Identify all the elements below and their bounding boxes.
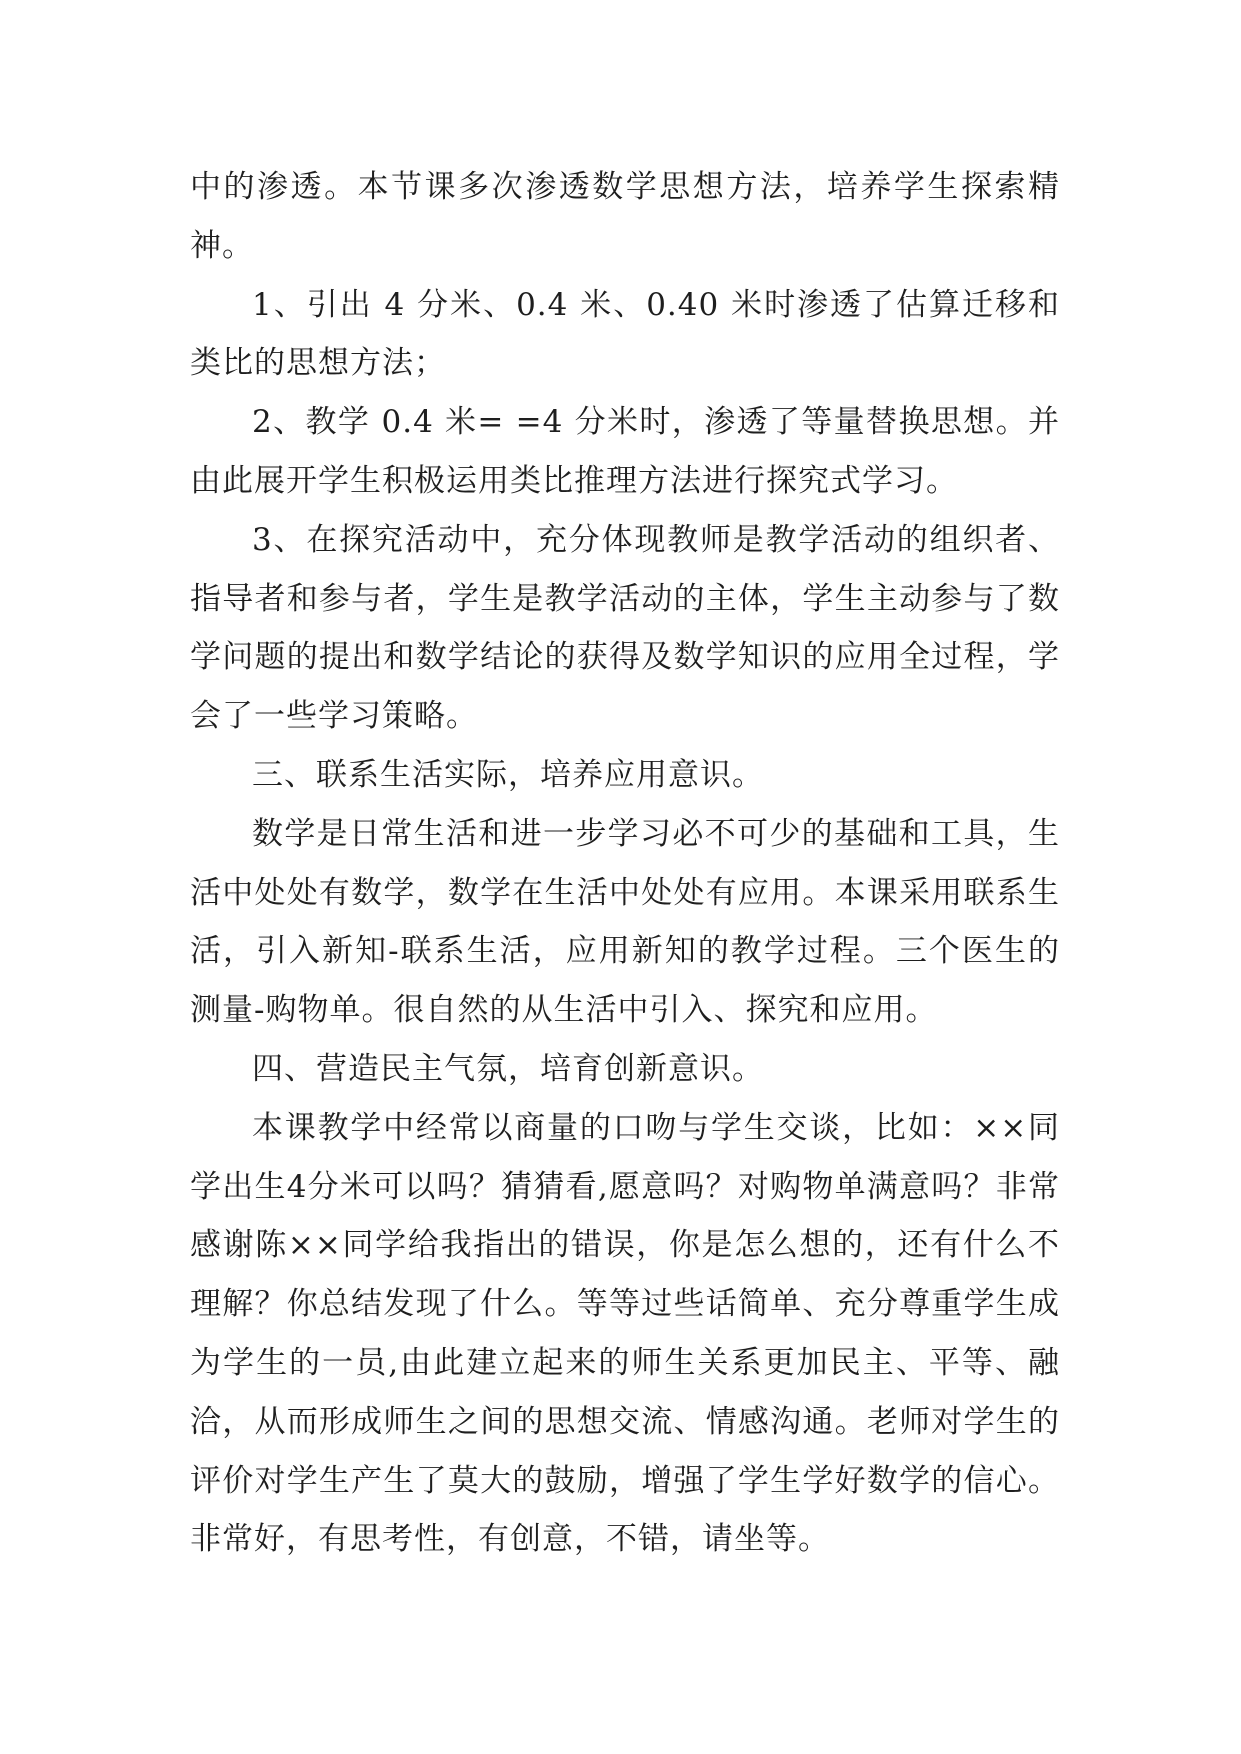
section-heading-3: 三、联系生活实际，培养应用意识。 bbox=[252, 756, 764, 793]
paragraph-point-2: 2、教学 0.4 米= =4 分米时，渗透了等量替换思想。并由此展开学生积极运用类比推理方法进行探究式学习。 bbox=[190, 404, 1060, 499]
paragraph-point-1: 1、引出 4 分米、0.4 米、0.40 米时渗透了估算迁移和类比的思想方法； bbox=[190, 286, 1060, 382]
paragraph-section-3-body: 数学是日常生活和进一步学习必不可少的基础和工具，生活中处处有数学，数学在生活中处处有应用。本课采用联系生活，引入新知-联系生活，应用新知的教学过程。三个医生的测量-购物单。很自然的从生活中引入、探究和应用。 bbox=[190, 815, 1060, 1029]
section-heading-4: 四、营造民主气氛，培育创新意识。 bbox=[252, 1050, 764, 1087]
paragraph-continuation: 中的渗透。本节课多次渗透数学思想方法，培养学生探索精神。 bbox=[190, 169, 1060, 264]
paragraph-section-4-body: 本课教学中经常以商量的口吻与学生交谈，比如：××同学出生4分米可以吗？猜猜看,愿意吗？对购物单满意吗？非常感谢陈××同学给我指出的错误，你是怎么想的，还有什么不理解？你总结发现了什么。等等过些话简单、充分尊重学生成为学生的一员,由此建立起来的师生关系更加民主、平等、融洽，从而形成师生之间的思想交流、情感沟通。老师对学生的评价对学生产生了莫大的鼓励，增强了学生学好数学的信心。非常好，有思考性，有创意，不错，请坐等。 bbox=[190, 1109, 1060, 1558]
document-body bbox=[190, 158, 1060, 1569]
paragraph-point-3: 3、在探究活动中，充分体现教师是教学活动的组织者、指导者和参与者，学生是教学活动的主体，学生主动参与了数学问题的提出和数学结论的获得及数学知识的应用全过程，学会了一些学习策略。 bbox=[190, 521, 1060, 735]
